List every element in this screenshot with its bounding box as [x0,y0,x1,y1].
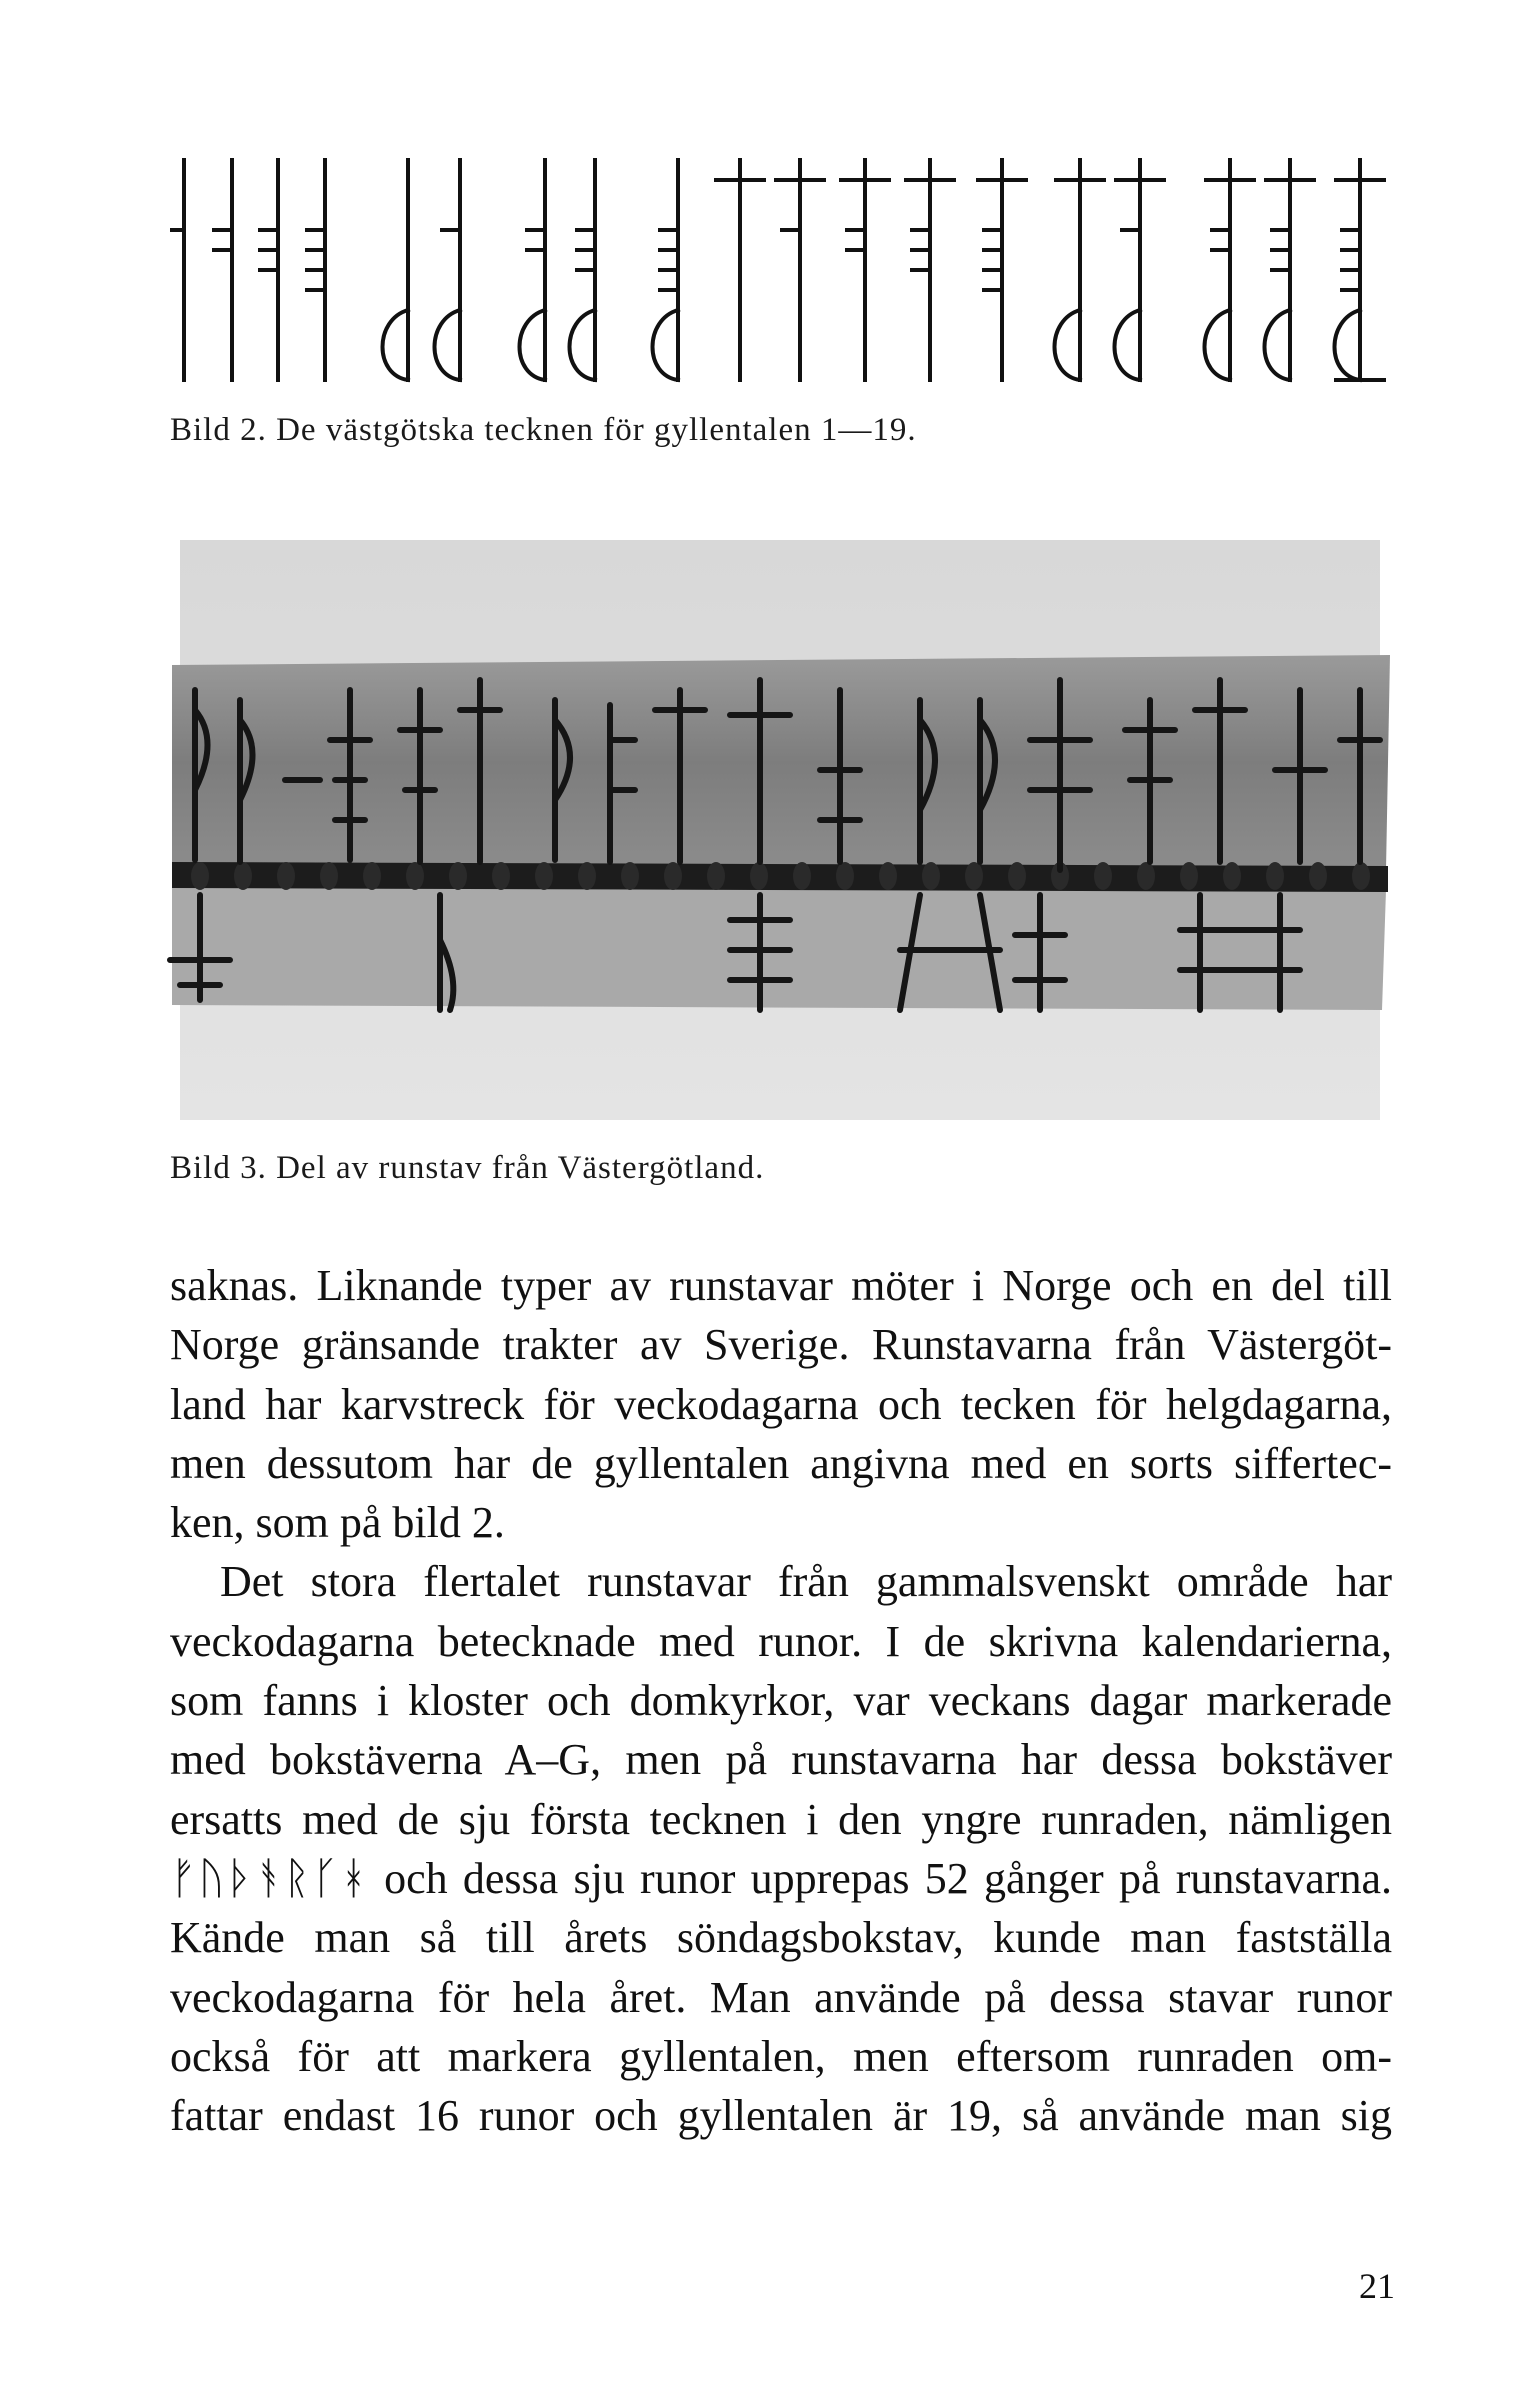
staff-notch [277,862,295,890]
golden-number-sign-6 [435,160,461,380]
page-number: 21 [1359,2266,1395,2306]
golden-number-sign-8 [570,160,596,380]
staff-notch [406,862,424,890]
golden-number-sign-13 [906,160,954,380]
golden-number-sign-14 [978,160,1026,380]
staff-notch [621,862,639,890]
staff-notch [1223,862,1241,890]
staff-notch [234,862,252,890]
staff-notch [664,862,682,890]
golden-number-sign-5 [383,160,409,380]
text-line: ersatts med de sju första tecknen i den yngre runraden, nämligen [170,1794,1392,1844]
text-line: ken, som på bild 2. [170,1498,505,1548]
text-line-rest: och dessa sju runor upprepas 52 gånger på runstavarna. [384,1853,1392,1903]
golden-number-sign-1 [170,160,184,380]
golden-number-sign-9 [653,160,679,380]
figure-3-caption: Bild 3. Del av runstav från Västergötland. [170,1150,765,1186]
staff-notch [1309,862,1327,890]
figure-2-caption: Bild 2. De västgötska tecknen för gyllentalen 1—19. [170,412,917,448]
staff-notch [1137,862,1155,890]
staff-notch [1094,862,1112,890]
text-line: men dessutom har de gyllentalen angivna med en sorts siffertec- [170,1438,1392,1488]
staff-notch [836,862,854,890]
golden-number-sign-10 [716,160,764,380]
golden-number-sign-15 [1055,160,1105,380]
staff-notch [793,862,811,890]
golden-number-sign-19 [1335,160,1385,380]
body-text [170,1256,1392,2145]
text-line: också för att markera gyllentalen, men eftersom runraden om- [170,2031,1392,2081]
text-line: veckodagarna betecknade med runor. I de skrivna kalendarierna, [170,1616,1392,1666]
golden-number-sign-3 [260,160,278,380]
staff-notch [578,862,596,890]
staff-notch [449,862,467,890]
golden-number-sign-16 [1115,160,1165,380]
golden-number-sign-2 [214,160,232,380]
staff-notch [1008,862,1026,890]
golden-number-sign-4 [307,160,325,380]
text-line: som fanns i kloster och domkyrkor, var veckans dagar markerade [170,1676,1392,1726]
staff-notch [1266,862,1284,890]
golden-number-sign-11 [776,160,824,380]
text-line: Norge gränsande trakter av Sverige. Runstavarna från Västergöt- [170,1320,1392,1370]
staff-notch [965,862,983,890]
staff-notch [320,862,338,890]
text-line: med bokstäverna A–G, men på runstavarna har dessa bokstäver [170,1735,1392,1785]
staff-notch [750,862,768,890]
golden-number-sign-7 [520,160,546,380]
staff-notch [492,862,510,890]
staff-notch [922,862,940,890]
text-line: veckodagarna för hela året. Man använde på dessa stavar runor [170,1972,1392,2022]
text-line: fattar endast 16 runor och gyllentalen är 19, så använde man sig [170,2091,1392,2141]
staff-notch [191,862,209,890]
staff-notch [1352,862,1370,890]
staff-notch [1180,862,1198,890]
staff-notch [363,862,381,890]
staff-notch [879,862,897,890]
text-line: Det stora flertalet runstavar från gammalsvenskt område har [220,1557,1392,1607]
golden-number-sign-18 [1265,160,1315,380]
figure-rune-staff-photo [160,540,1400,1130]
staff-notch [707,862,725,890]
text-line: Kände man så till årets söndagsbokstav, kunde man fastställa [170,1913,1392,1963]
golden-number-sign-12 [841,160,889,380]
text-line-with-runes [170,1849,1392,1908]
rune-sequence: ᚠᚢᚦᚬᚱᚴᚼ [170,1853,369,1903]
text-line: land har karvstreck för veckodagarna och tecken för helgdagarna, [170,1379,1392,1429]
staff-upper-face [172,655,1390,870]
text-line: saknas. Liknande typer av runstavar möter i Norge och en del till [170,1261,1392,1310]
figure-golden-number-signs [170,140,1400,400]
staff-notch [535,862,553,890]
golden-number-sign-17 [1205,160,1255,380]
staff-edge [172,862,1388,892]
